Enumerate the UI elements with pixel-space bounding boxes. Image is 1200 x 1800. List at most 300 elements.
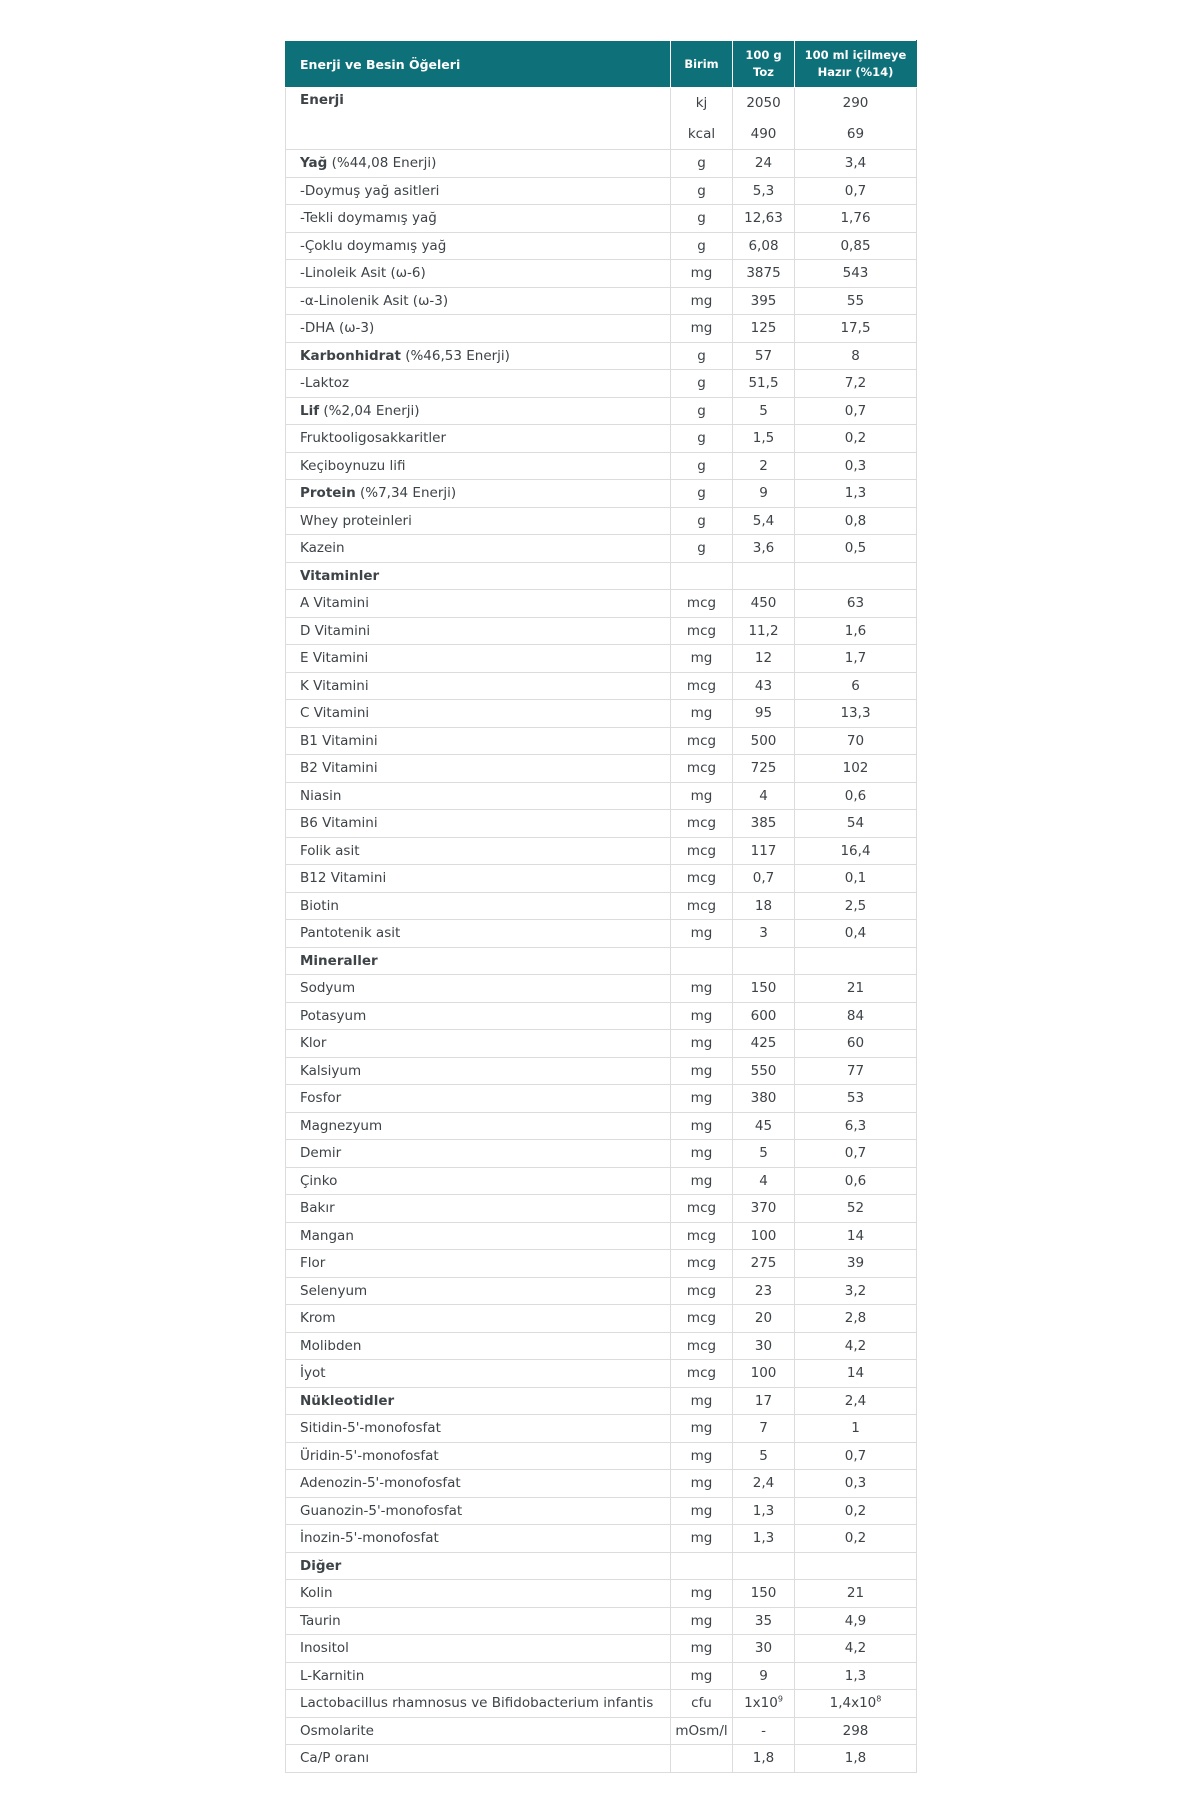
nutrient-name-cell [286,1167,671,1195]
value-per-100g: 9 [759,485,768,502]
value-per-100g: 5 [759,1447,768,1464]
value-per-100ml: 4,2 [844,1337,867,1354]
nutrient-name: Potasyum [300,1007,367,1024]
table-row [286,562,917,590]
value-per-100g: 395 [750,292,777,309]
value-per-100ml: 55 [846,292,865,309]
value-per-100ml-cell [795,177,917,205]
nutrient-name-cell [286,480,671,508]
value-per-100g-cell [733,150,795,178]
table-row [286,287,917,315]
table-row [286,1745,917,1773]
value-per-100ml-cell [795,1195,917,1223]
unit-cell: mcg [671,727,733,755]
nutrient-name-cell [286,782,671,810]
nutrient-name-cell [286,1112,671,1140]
nutrient-name: Osmolarite [300,1722,374,1739]
nutrient-name: Üridin-5'-monofosfat [300,1447,439,1464]
value-per-100ml: 53 [846,1090,865,1107]
unit-cell: mOsm/l [671,1717,733,1745]
nutrient-name-cell [286,645,671,673]
nutrient-name-cell [286,1580,671,1608]
nutrient-name: Biotin [300,897,339,914]
unit-cell: mg [671,645,733,673]
value-per-100ml: 298 [842,1722,869,1739]
value-per-100ml-cell [795,1167,917,1195]
nutrient-name-cell [286,1222,671,1250]
unit-cell: mcg [671,1222,733,1250]
nutrient-name: Taurin [300,1612,341,1629]
unit-cell: g [671,480,733,508]
value-per-100g-cell [733,975,795,1003]
nutrient-name-cell [286,672,671,700]
value-per-100g: 9 [759,1667,768,1684]
value-per-100ml: 17,5 [840,320,871,337]
value-per-100ml: 1,4x10 [829,1695,877,1712]
value-per-100g: 2 [759,457,768,474]
table-row [286,315,917,343]
value-per-100ml-cell [795,397,917,425]
value-per-100ml: 290 [842,95,869,112]
nutrient-name: Keçiboynuzu lifi [300,457,406,474]
unit-cell: mg [671,1442,733,1470]
header-nutrient: Enerji ve Besin Öğeleri [286,41,671,88]
value-per-100ml-cell [795,1332,917,1360]
unit-cell: cfu [671,1690,733,1718]
value-per-100ml: 4,9 [844,1612,867,1629]
unit-cell: g [671,425,733,453]
nutrient-name-cell [286,1140,671,1168]
value-per-100ml: 54 [846,815,865,832]
nutrient-name: Demir [300,1145,342,1162]
value-per-100ml-cell [795,1222,917,1250]
value-per-100g-cell [733,1030,795,1058]
value-per-100g-cell [733,1662,795,1690]
value-per-100g-cell [733,397,795,425]
value-per-100ml-cell [795,1305,917,1333]
unit-cell: mg [671,1415,733,1443]
nutrient-name-cell [286,1552,671,1580]
value-per-100ml: 1,3 [844,485,867,502]
value-per-100ml: 2,8 [844,1310,867,1327]
value-per-100ml-cell [795,1552,917,1580]
unit-cell: g [671,397,733,425]
value-per-100g-cell [733,755,795,783]
value-per-100g: 370 [750,1200,777,1217]
value-per-100g: 20 [754,1310,773,1327]
nutrient-name-cell [286,88,671,119]
table-row [286,782,917,810]
value-per-100ml-cell [795,1002,917,1030]
value-per-100g: 4 [759,1172,768,1189]
unit-cell [671,1552,733,1580]
value-per-100ml-cell [795,1717,917,1745]
value-per-100ml: 0,7 [844,402,867,419]
header-per-100g-line2: Toz [753,65,774,79]
nutrient-name: B2 Vitamini [300,760,378,777]
nutrient-name: Çinko [300,1172,338,1189]
value-per-100ml: 0,3 [844,457,867,474]
nutrient-name-cell [286,920,671,948]
value-per-100ml-cell [795,342,917,370]
header-unit: Birim [671,41,733,88]
value-per-100g: 1,3 [752,1530,775,1547]
nutrient-name: C Vitamini [300,705,370,722]
value-per-100ml-cell [795,1662,917,1690]
value-per-100g-cell [733,1250,795,1278]
nutrient-name: Flor [300,1255,326,1272]
table-row [286,342,917,370]
table-row [286,205,917,233]
value-per-100g-cell [733,1580,795,1608]
value-per-100g-cell [733,535,795,563]
value-per-100ml: 102 [842,760,869,777]
value-per-100g-cell [733,1222,795,1250]
table-row [286,590,917,618]
value-per-100ml-cell [795,1140,917,1168]
value-per-100g-cell [733,617,795,645]
value-per-100ml-cell [795,672,917,700]
nutrient-name-cell [286,1690,671,1718]
table-row [286,1112,917,1140]
nutrient-name-cell [286,1525,671,1553]
nutrient-name: -Tekli doymamış yağ [300,210,437,227]
unit-cell: mg [671,315,733,343]
nutrient-name: Sitidin-5'-monofosfat [300,1420,441,1437]
value-per-100ml: 3,4 [844,155,867,172]
value-per-100ml: 0,2 [844,430,867,447]
table-row [286,397,917,425]
value-per-100ml-cell [795,617,917,645]
unit-cell: mg [671,1387,733,1415]
table-row [286,119,917,150]
value-per-100ml: 1,3 [844,1667,867,1684]
unit-cell [671,562,733,590]
value-per-100ml-cell [795,865,917,893]
nutrient-name: Kazein [300,540,345,557]
value-per-100ml-cell [795,452,917,480]
table-row [286,1635,917,1663]
nutrient-name-bold: Protein [300,485,356,502]
value-per-100ml-cell [795,562,917,590]
value-per-100g-cell [733,1085,795,1113]
value-per-100g: - [761,1722,766,1739]
nutrient-name: Pantotenik asit [300,925,401,942]
nutrient-name-cell [286,425,671,453]
value-per-100g-cell [733,1690,795,1718]
unit-cell: mg [671,1470,733,1498]
table-row [286,810,917,838]
value-per-100ml: 0,4 [844,925,867,942]
nutrient-name-cell [286,700,671,728]
value-per-100g: 35 [754,1612,773,1629]
value-per-100g-cell [733,205,795,233]
value-per-100g-cell [733,1497,795,1525]
value-per-100ml: 84 [846,1007,865,1024]
nutrient-name-cell [286,727,671,755]
nutrient-name-cell [286,1195,671,1223]
value-per-100g: 450 [750,595,777,612]
table-row [286,755,917,783]
value-per-100g-cell [733,452,795,480]
nutrient-name: Sodyum [300,980,356,997]
value-per-100ml-cell [795,88,917,119]
value-per-100ml-cell [795,1580,917,1608]
value-per-100g-cell [733,1415,795,1443]
nutrient-name-cell [286,150,671,178]
value-per-100ml-cell [795,425,917,453]
nutrient-name-cell [286,1332,671,1360]
value-per-100ml-cell [795,700,917,728]
unit-cell: mg [671,1167,733,1195]
nutrient-name-cell [286,617,671,645]
value-per-100g-cell [733,177,795,205]
value-per-100ml: 60 [846,1035,865,1052]
value-per-100g-cell [733,1002,795,1030]
value-per-100ml-cell [795,1607,917,1635]
nutrient-name-cell [286,590,671,618]
nutrient-name-bold: Mineraller [300,952,378,969]
value-per-100g: 18 [754,897,773,914]
value-per-100g: 150 [750,1585,777,1602]
value-per-100ml-cell [795,1635,917,1663]
nutrient-name-cell [286,1745,671,1773]
table-row [286,232,917,260]
unit-cell: mg [671,920,733,948]
unit-cell: mcg [671,1195,733,1223]
unit-cell: mcg [671,810,733,838]
value-per-100g: 125 [750,320,777,337]
table-row [286,1030,917,1058]
nutrient-name-bold: Yağ [300,155,328,172]
value-per-100ml: 0,7 [844,1145,867,1162]
nutrient-name-cell [286,370,671,398]
nutrient-name: E Vitamini [300,650,369,667]
table-row [286,535,917,563]
value-per-100g-cell [733,837,795,865]
value-per-100g: 600 [750,1007,777,1024]
nutrient-name-bold: Diğer [300,1557,342,1574]
nutrient-name: K Vitamini [300,677,369,694]
nutrient-name-cell [286,810,671,838]
table-row [286,1690,917,1718]
value-per-100ml-cell [795,755,917,783]
nutrient-name-cell [286,119,671,150]
unit-cell: mcg [671,590,733,618]
unit-cell: mg [671,1635,733,1663]
value-per-100g: 5,3 [752,182,775,199]
value-per-100g: 490 [750,125,777,142]
table-row [286,645,917,673]
value-per-100g: 43 [754,677,773,694]
unit-cell: mcg [671,1332,733,1360]
nutrient-name: L-Karnitin [300,1667,365,1684]
table-row [286,672,917,700]
value-per-100ml-cell [795,1250,917,1278]
nutrient-name: Selenyum [300,1282,368,1299]
unit-cell: mg [671,782,733,810]
nutrient-name: (%46,53 Enerji) [400,347,510,364]
nutrient-name-cell [286,1415,671,1443]
value-per-100g-cell [733,672,795,700]
value-per-100ml: 21 [846,980,865,997]
value-per-100g: 1x10 [744,1695,778,1712]
value-per-100ml: 0,7 [844,1447,867,1464]
nutrient-name-cell [286,1250,671,1278]
nutrition-table [285,40,917,1773]
nutrient-name: Molibden [300,1337,362,1354]
unit-cell: g [671,150,733,178]
nutrient-name: -Doymuş yağ asitleri [300,182,440,199]
table-row [286,837,917,865]
value-per-100g: 500 [750,732,777,749]
unit-cell: mg [671,1580,733,1608]
value-per-100g-cell [733,645,795,673]
table-row [286,480,917,508]
unit-cell: mg [671,1497,733,1525]
nutrient-name-cell [286,177,671,205]
value-per-100g: 550 [750,1062,777,1079]
unit-cell: mcg [671,1277,733,1305]
nutrient-name-cell [286,232,671,260]
header-per-100ml-line1: 100 ml içilmeye [804,48,907,62]
unit-cell: mcg [671,1360,733,1388]
value-per-100ml-cell [795,150,917,178]
unit-cell: mg [671,287,733,315]
table-row [286,1525,917,1553]
value-per-100ml-cell [795,1442,917,1470]
nutrient-name-cell [286,1057,671,1085]
value-per-100g: 100 [750,1227,777,1244]
nutrient-name-cell [286,342,671,370]
table-row [286,177,917,205]
value-per-100g: 5 [759,402,768,419]
nutrient-name-cell [286,452,671,480]
value-per-100ml-cell [795,1030,917,1058]
nutrient-name-bold: Nükleotidler [300,1392,395,1409]
value-per-100ml-cell [795,315,917,343]
nutrient-name-cell [286,1635,671,1663]
value-per-100g: 1,5 [752,430,775,447]
nutrient-name: Whey proteinleri [300,512,412,529]
unit-cell: mcg [671,755,733,783]
value-per-100ml: 1 [851,1420,860,1437]
nutrient-name-cell [286,1305,671,1333]
unit-cell: mg [671,1057,733,1085]
value-per-100g: 17 [754,1392,773,1409]
table-row [286,920,917,948]
exponent: 9 [777,1694,783,1704]
value-per-100g-cell [733,1140,795,1168]
value-per-100ml: 52 [846,1200,865,1217]
value-per-100ml-cell [795,947,917,975]
value-per-100ml: 2,5 [844,897,867,914]
value-per-100g: 95 [754,705,773,722]
nutrient-name-cell [286,1470,671,1498]
value-per-100g: 11,2 [748,622,779,639]
nutrient-name-cell [286,1002,671,1030]
value-per-100ml-cell [795,837,917,865]
value-per-100g: 725 [750,760,777,777]
nutrient-name: Adenozin-5'-monofosfat [300,1475,461,1492]
value-per-100ml: 0,2 [844,1530,867,1547]
value-per-100g: 0,7 [752,870,775,887]
nutrient-name: Klor [300,1035,327,1052]
unit-cell: mcg [671,672,733,700]
table-row [286,1167,917,1195]
value-per-100ml: 0,85 [840,237,871,254]
value-per-100ml: 6 [851,677,860,694]
value-per-100ml: 1,7 [844,650,867,667]
value-per-100ml: 77 [846,1062,865,1079]
nutrient-name: Magnezyum [300,1117,383,1134]
value-per-100ml-cell [795,1497,917,1525]
value-per-100ml-cell [795,1277,917,1305]
value-per-100g: 425 [750,1035,777,1052]
value-per-100ml: 0,2 [844,1502,867,1519]
table-row [286,1360,917,1388]
unit-cell: mcg [671,1305,733,1333]
nutrient-name-cell [286,1717,671,1745]
table-row [286,1057,917,1085]
value-per-100ml-cell [795,1525,917,1553]
unit-cell: mg [671,1030,733,1058]
value-per-100g-cell [733,287,795,315]
table-row [286,1662,917,1690]
nutrient-name-cell [286,1277,671,1305]
value-per-100ml-cell [795,480,917,508]
value-per-100g-cell [733,1277,795,1305]
unit-cell: mcg [671,892,733,920]
value-per-100g-cell [733,810,795,838]
table-row [286,1497,917,1525]
nutrient-name-cell [286,1387,671,1415]
value-per-100ml: 0,1 [844,870,867,887]
unit-cell: g [671,452,733,480]
value-per-100ml-cell [795,1745,917,1773]
header-per-100g-line1: 100 g [745,48,782,62]
unit-cell: mg [671,1525,733,1553]
value-per-100g-cell [733,1360,795,1388]
value-per-100ml-cell [795,920,917,948]
table-row [286,1580,917,1608]
value-per-100ml-cell [795,892,917,920]
table-row [286,507,917,535]
header-per-100ml [795,41,917,88]
table-row [286,1277,917,1305]
value-per-100g-cell [733,507,795,535]
value-per-100ml: 1,76 [840,210,871,227]
value-per-100g: 275 [750,1255,777,1272]
table-row [286,617,917,645]
unit-cell: g [671,342,733,370]
value-per-100ml-cell [795,507,917,535]
value-per-100ml-cell [795,782,917,810]
value-per-100g: 380 [750,1090,777,1107]
table-row [286,150,917,178]
table-row [286,1552,917,1580]
value-per-100g-cell [733,1717,795,1745]
value-per-100ml: 13,3 [840,705,871,722]
value-per-100ml: 14 [846,1227,865,1244]
value-per-100ml-cell [795,1415,917,1443]
value-per-100g: 6,08 [748,237,779,254]
nutrient-name-cell [286,260,671,288]
table-row [286,1717,917,1745]
unit-cell: g [671,232,733,260]
nutrient-name: (%44,08 Enerji) [327,155,437,172]
nutrient-name-cell [286,975,671,1003]
